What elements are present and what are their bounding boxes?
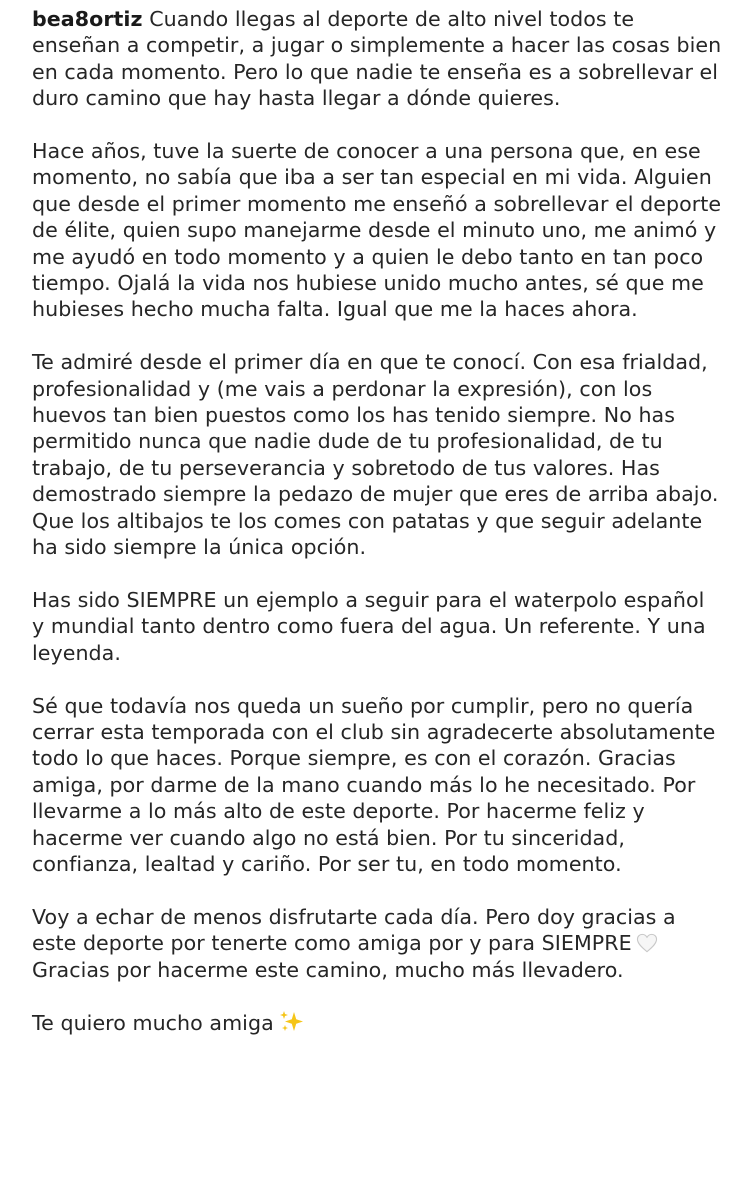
white-heart-icon [636, 933, 658, 953]
caption-paragraph-4: Has sido SIEMPRE un ejemplo a seguir para el waterpolo español y mundial tanto dentro como fuera del agua. Un referente. Y una leyenda. [32, 587, 706, 665]
caption-paragraph-5: Sé que todavía nos queda un sueño por cumplir, pero no quería cerrar esta temporada con el club sin agradecerte absolutamente todo lo que haces. Porque siempre, es con el corazón. Gracias amiga, por darme de la mano cuando más lo he necesitado. Por llevarme a lo más alto de este deporte. Por hacerme feliz y hacerme ver cuando algo no está bien. Por tu sinceridad, confianza, lealtad y cariño. Por ser tu, en todo momento. [32, 693, 716, 876]
username[interactable]: bea8ortiz [32, 7, 143, 31]
closing-text: Te quiero mucho amiga [32, 1011, 274, 1036]
paragraph-text: Gracias por hacerme este camino, mucho más llevadero. [32, 957, 624, 982]
caption-paragraph-7 [32, 1009, 722, 1036]
paragraph-text: Voy a echar de menos disfrutarte cada día. Pero doy gracias a este deporte por tenerte como amiga por y para SIEMPRE [32, 904, 676, 956]
paragraph-text: Cuando llegas al deporte de alto nivel todos te enseñan a competir, a jugar o simplemente a hacer las cosas bien en cada momento. Pero lo que nadie te enseña es a sobrellevar el duro camino que hay hasta llegar a dónde quieres. [32, 7, 722, 111]
caption-paragraph-2: Hace años, tuve la suerte de conocer a una persona que, en ese momento, no sabía que iba a ser tan especial en mi vida. Alguien que desde el primer momento me enseñó a sobrellevar el deporte de élite, quien supo manejarme desde el minuto uno, me animó y me ayudó en todo momento y a quien le debo tanto en tan poco tiempo. Ojalá la vida nos hubiese unido mucho antes, sé que me hubieses hecho mucha falta. Igual que me la haces ahora. [32, 139, 722, 322]
caption-paragraph-3: Te admiré desde el primer día en que te conocí. Con esa frialdad, profesionalidad y (me vais a perdonar la expresión), con los huevos tan bien puestos como los has tenido siempre. No has permitido nunca que nadie dude de tu profesionalidad, de tu trabajo, de tu perseverancia y sobretodo de tus valores. Has demostrado siempre la pedazo de mujer que eres de arriba abajo. Que los altibajos te los comes con patatas y que seguir adelante ha sido siempre la única opción. [32, 350, 719, 560]
caption-paragraph-1 [32, 6, 722, 112]
caption-paragraph-6 [32, 904, 722, 983]
sparkles-icon [278, 1009, 306, 1035]
post-caption [32, 6, 722, 1063]
